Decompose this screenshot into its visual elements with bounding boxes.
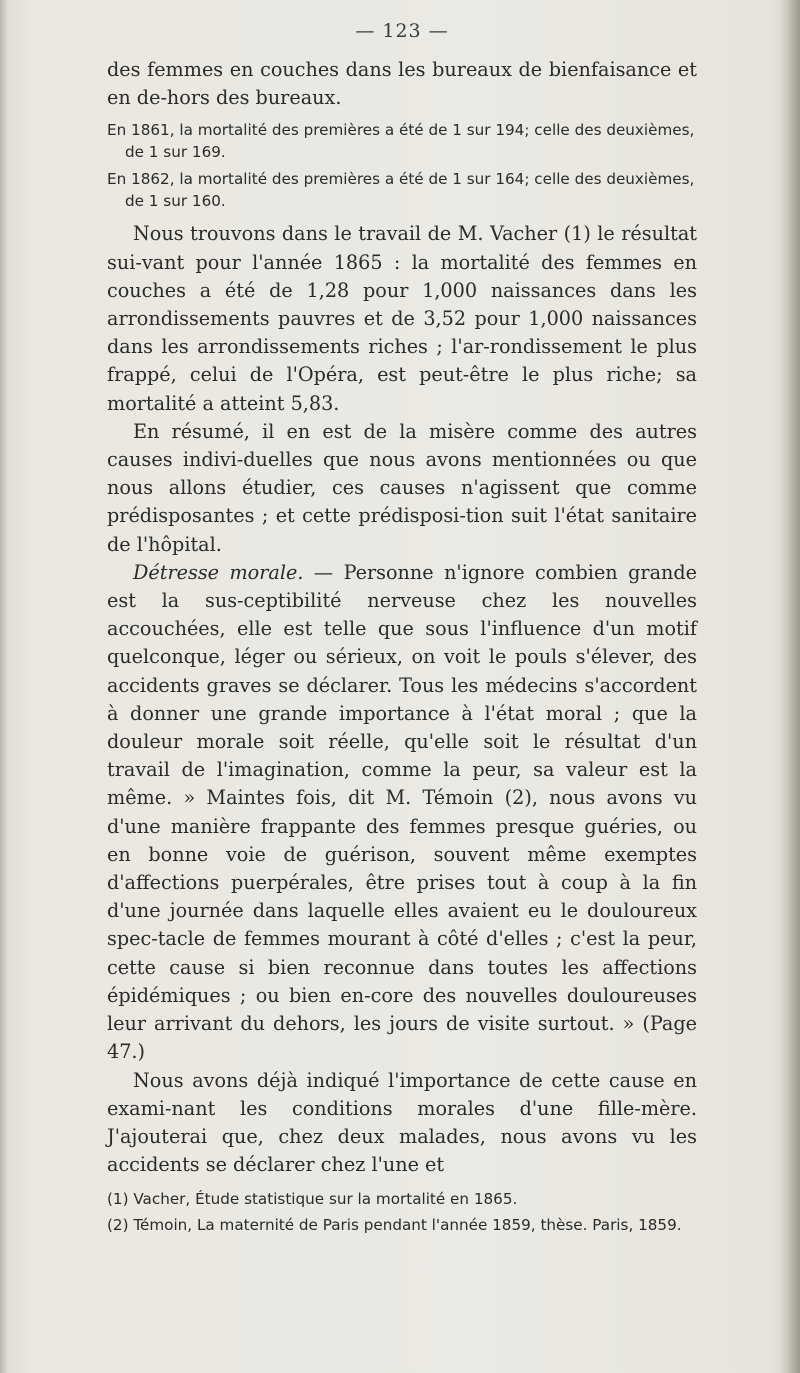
section-heading-detresse-morale: Détresse morale.	[133, 560, 304, 584]
page-left-shadow	[0, 0, 8, 1373]
page-content	[107, 20, 697, 1240]
paragraph-importance: Nous avons déjà indiqué l'importance de cette cause en exami-nant les conditions morales d'une fille-mère. J'ajouterai que, chez deux malades, nous avons vu les accidents se déclarer chez l'une et	[107, 1068, 697, 1177]
statistic-1862: En 1862, la mortalité des premières a été de 1 sur 164; celle des deuxièmes, de 1 sur 160.	[107, 170, 695, 210]
statistics-block	[107, 120, 697, 212]
statistic-1861: En 1861, la mortalité des premières a été de 1 sur 194; celle des deuxièmes, de 1 sur 169.	[107, 121, 695, 161]
paragraph-continued: des femmes en couches dans les bureaux de bienfaisance et en de-hors des bureaux.	[107, 58, 697, 110]
page-number: — 123 —	[355, 20, 449, 42]
footnote-2: (2) Témoin, La maternité de Paris pendant l'année 1859, thèse. Paris, 1859.	[107, 1215, 682, 1234]
page-right-edge	[780, 0, 800, 1373]
paragraph-detresse-morale-text: — Personne n'ignore combien grande est la sus-ceptibilité nerveuse chez les nouvelles accouchées, elle est telle que sous l'influence d'un motif quelconque, léger ou sérieux, on voit le pouls s'élever, des accidents graves se déclarer. Tous les médecins s'accordent à donner une grande importance à l'état moral ; que la douleur morale soit réelle, qu'elle soit le résultat d'un travail de l'imagination, comme la peur, sa valeur est la même. » Maintes fois, dit M. Témoin (2), nous avons vu d'une manière frappante des femmes presque guéries, ou en bonne voie de guérison, souvent même exemptes d'affections puerpérales, être prises tout à coup à la fin d'une journée dans laquelle elles avaient eu le douloureux spec-tacle de femmes mourant à côté d'elles ; c'est la peur, cette cause si bien reconnue dans toutes les affections épidémiques ; ou bien en-core des nouvelles douloureuses leur arrivant du dehors, les jours de visite surtout. » (Page 47.)	[107, 560, 698, 1064]
paragraph-detresse-morale	[107, 559, 697, 1067]
footnote-1: (1) Vacher, Étude statistique sur la mortalité en 1865.	[107, 1190, 518, 1209]
footnotes	[107, 1189, 697, 1236]
paragraph-resume: En résumé, il en est de la misère comme des autres causes indivi-duelles que nous avons mentionnées ou que nous allons étudier, ces causes n'agissent que comme prédisposantes ; et cette prédisposi-tion suit l'état sanitaire de l'hôpital.	[107, 419, 697, 556]
paragraph-vacher: Nous trouvons dans le travail de M. Vacher (1) le résultat sui-vant pour l'année 1865 : la mortalité des femmes en couches a été de 1,28 pour 1,000 naissances dans les arrondissements pauvres et de 3,52 pour 1,000 naissances dans les arrondissements riches ; l'ar-rondissement le plus frappé, celui de l'Opéra, est peut-être le plus riche; sa mortalité a atteint 5,83.	[107, 222, 697, 415]
